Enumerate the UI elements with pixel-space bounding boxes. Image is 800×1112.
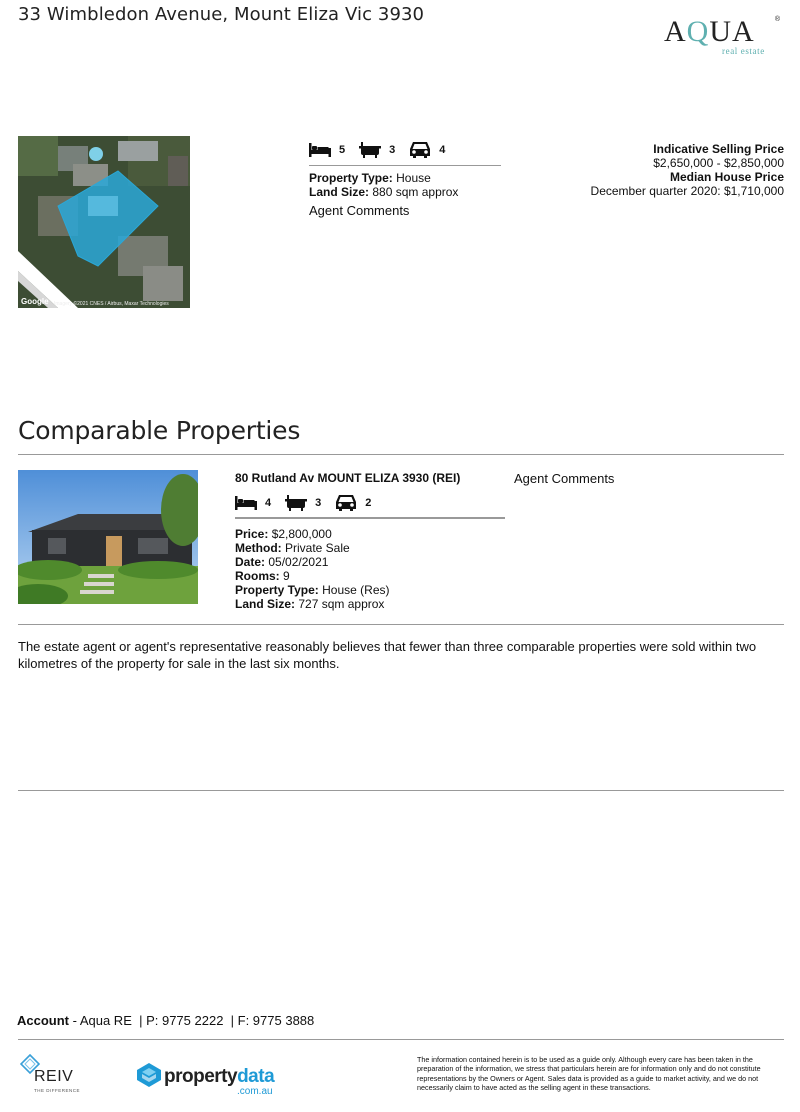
comparable-bathrooms bbox=[285, 495, 321, 511]
comparable-photo-image bbox=[18, 470, 198, 604]
propertydata-domain: .com.au bbox=[237, 1086, 273, 1097]
logo-registered-mark: ® bbox=[774, 16, 780, 23]
land-size-line: Land Size: 880 sqm approx bbox=[309, 185, 459, 199]
bath-icon bbox=[285, 495, 307, 511]
median-price-value: December quarter 2020: $1,710,000 bbox=[590, 184, 784, 198]
comparable-bedrooms bbox=[235, 496, 271, 510]
body-end-divider bbox=[18, 790, 784, 791]
subject-features bbox=[309, 140, 501, 218]
comparable-bathrooms-count: 3 bbox=[315, 496, 322, 509]
comparable-icons-divider bbox=[235, 517, 505, 518]
subject-agent-comments: Agent Comments bbox=[309, 203, 410, 218]
comparable-car-spaces-count: 2 bbox=[365, 496, 372, 509]
reiv-wordmark: REIV bbox=[34, 1068, 74, 1085]
reiv-logo bbox=[18, 1054, 88, 1098]
car-icon bbox=[335, 494, 357, 512]
propertydata-logo bbox=[136, 1060, 286, 1100]
subject-facts bbox=[309, 171, 501, 199]
bath-icon bbox=[359, 142, 381, 158]
aerial-map-image bbox=[18, 136, 190, 308]
bed-icon bbox=[309, 143, 331, 157]
comparable-price-line: Price: $2,800,000 bbox=[235, 527, 332, 541]
pricing-block bbox=[591, 142, 784, 198]
indicative-price-value: $2,650,000 - $2,850,000 bbox=[653, 156, 784, 170]
comparable-facts bbox=[235, 527, 505, 611]
reiv-tagline: THE DIFFERENCE bbox=[34, 1088, 81, 1093]
aerial-map bbox=[18, 136, 190, 308]
logo-subtitle: real estate bbox=[722, 46, 765, 56]
bathrooms bbox=[359, 142, 395, 158]
bed-icon bbox=[235, 496, 257, 510]
comparable-agent-comments: Agent Comments bbox=[514, 471, 615, 486]
comparable-info bbox=[235, 471, 505, 611]
aqua-logo bbox=[664, 14, 784, 60]
comparable-bedrooms-count: 4 bbox=[265, 496, 272, 509]
comparable-photo bbox=[18, 470, 198, 604]
car-icon bbox=[409, 141, 431, 159]
car-spaces bbox=[409, 141, 445, 159]
footer-account: Account - Aqua RE | P: 9775 2222 | F: 9775 3888 bbox=[17, 1013, 315, 1028]
google-logo: Google bbox=[21, 297, 49, 306]
comparable-type-line: Property Type: House (Res) bbox=[235, 583, 390, 597]
comparables-title: Comparable Properties bbox=[18, 416, 301, 445]
property-address: 33 Wimbledon Avenue, Mount Eliza Vic 3930 bbox=[18, 4, 425, 25]
map-credit: Imagery ©2021 CNES / Airbus, Maxar Technologies bbox=[54, 301, 169, 307]
car-spaces-count: 4 bbox=[439, 143, 446, 156]
median-price-label: Median House Price bbox=[669, 170, 784, 184]
property-type-line: Property Type: House bbox=[309, 171, 431, 185]
bedrooms-count: 5 bbox=[339, 143, 346, 156]
propertydata-wordmark: propertydata bbox=[164, 1066, 275, 1087]
comparable-land-line: Land Size: 727 sqm approx bbox=[235, 597, 385, 611]
comparable-method-line: Method: Private Sale bbox=[235, 541, 350, 555]
section-divider bbox=[18, 454, 784, 455]
logo-wordmark: AQUA bbox=[664, 15, 755, 48]
comparable-rooms-line: Rooms: 9 bbox=[235, 569, 290, 583]
bedrooms bbox=[309, 143, 345, 157]
bathrooms-count: 3 bbox=[389, 143, 396, 156]
comparable-icons-row bbox=[235, 493, 505, 519]
indicative-price-label: Indicative Selling Price bbox=[653, 142, 784, 156]
comparables-end-divider bbox=[18, 624, 784, 625]
propertydata-shield-icon bbox=[136, 1062, 162, 1088]
comparable-address: 80 Rutland Av MOUNT ELIZA 3930 (REI) bbox=[235, 471, 461, 485]
comparable-date-line: Date: 05/02/2021 bbox=[235, 555, 329, 569]
statement-text: The estate agent or agent's representative reasonably believes that fewer than three comparable properties were sold within two kilometres of the property for sale in the last six months. bbox=[18, 639, 757, 671]
footer-divider bbox=[18, 1039, 784, 1040]
feature-icons-row bbox=[309, 140, 501, 166]
footer-fine-print: The information contained herein is to be used as a guide only. Although every care has been taken in the preparation of the information, we stress that particulars herein are for information only and do not constitute representations by the Owners or Agent. Sales data is provided as a guide to market activity, and we do not necessarily claim to have acted as the selling agent in these transactions. bbox=[417, 1055, 761, 1093]
comparable-car-spaces bbox=[335, 494, 371, 512]
